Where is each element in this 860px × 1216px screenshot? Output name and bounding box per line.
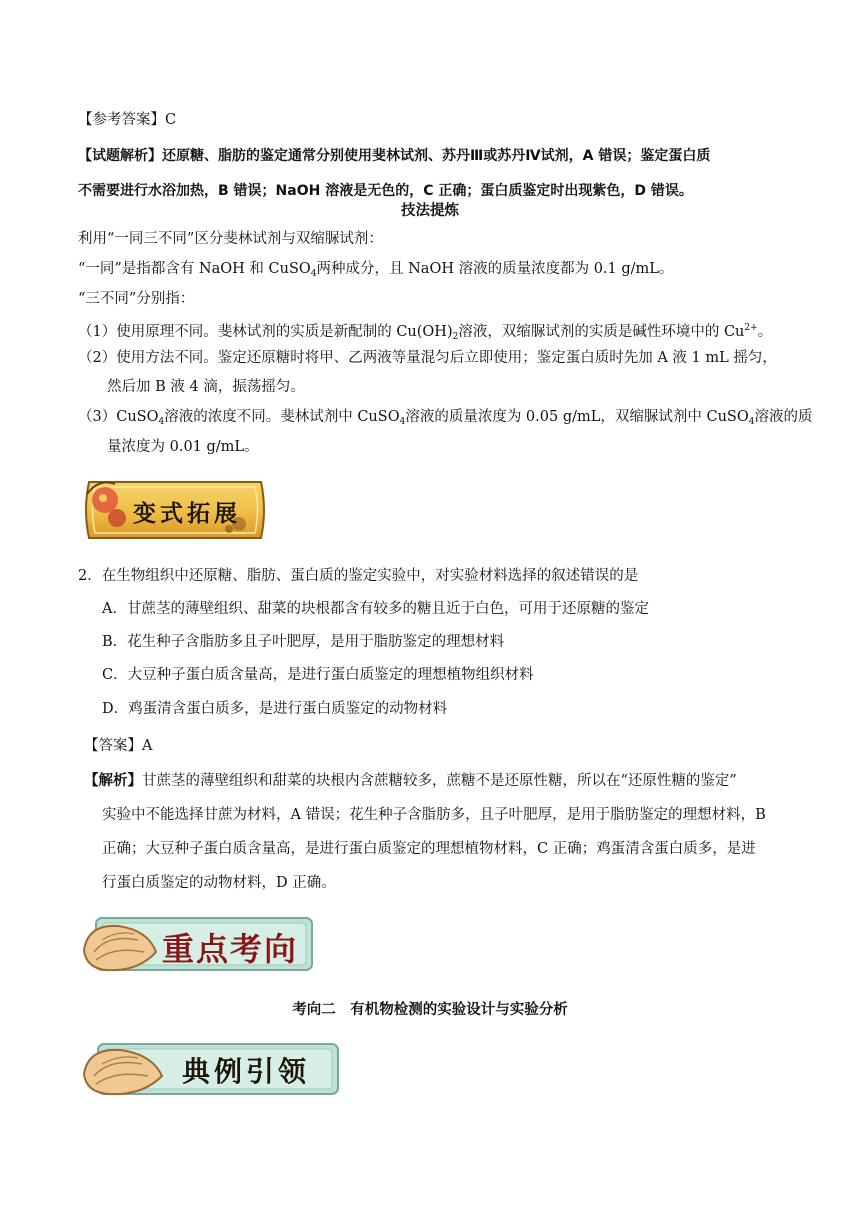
- explanation-label: 【解析】: [84, 772, 142, 789]
- analysis-line-2: 不需要进行水浴加热，B 错误；NaOH 溶液是无色的，C 正确；蛋白质鉴定时出现紫色，D 错误。: [78, 183, 693, 199]
- explanation-line-2: 实验中不能选择甘蔗为材料，A 错误；花生种子含脂肪多，且子叶肥厚，是用于脂肪鉴定的理想材料，B: [102, 807, 766, 823]
- explanation-line-4: 行蛋白质鉴定的动物材料，D 正确。: [102, 875, 336, 891]
- skills-title: 技法提炼: [401, 202, 459, 219]
- reference-answer: 【参考答案】C: [78, 112, 177, 128]
- example-banner-label: 典例引领: [182, 1055, 311, 1088]
- option-c: C．大豆种子蛋白质含量高，是进行蛋白质鉴定的理想植物组织材料: [102, 667, 534, 683]
- key-direction-banner-label: 重点考向: [162, 930, 299, 968]
- skills-three-diff: “三不同”分别指：: [78, 291, 195, 307]
- skills-point-2-line-2: 然后加 B 液 4 滴，振荡摇匀。: [107, 379, 305, 395]
- explanation-line-1: 【解析】甘蔗茎的薄壁组织和甜菜的块根内含蔗糖较多，蔗糖不是还原性糖，所以在“还原性糖的鉴定”: [84, 772, 737, 789]
- key-direction-banner: [78, 910, 318, 978]
- direction-title: 考向二 有机物检测的实验设计与实验分析: [292, 1001, 568, 1018]
- option-d: D．鸡蛋清含蛋白质多，是进行蛋白质鉴定的动物材料: [102, 701, 448, 717]
- variant-banner: [79, 474, 271, 546]
- question-stem: 2．在生物组织中还原糖、脂肪、蛋白质的鉴定实验中，对实验材料选择的叙述错误的是: [78, 568, 639, 584]
- skills-point-3-line-2: 量浓度为 0.01 g/mL。: [107, 439, 259, 455]
- analysis-line-1: 【试题解析】还原糖、脂肪的鉴定通常分别使用斐林试剂、苏丹Ⅲ或苏丹Ⅳ试剂，A 错误；鉴定蛋白质: [78, 148, 711, 164]
- option-b: B．花生种子含脂肪多且子叶肥厚，是用于脂肪鉴定的理想材料: [102, 634, 505, 650]
- skills-same: “一同”是指都含有 NaOH 和 CuSO$_4$两种成分，且 NaOH 溶液的质量浓度都为 0.1 g/mL。: [78, 261, 674, 279]
- skills-point-3-line-1: （3）CuSO$_4$溶液的浓度不同。斐林试剂中 CuSO$_4$溶液的质量浓度为 0.05 g/mL，双缩脲试剂中 CuSO$_4$溶液的质: [78, 409, 813, 427]
- option-a: A．甘蔗茎的薄壁组织、甜菜的块根都含有较多的糖且近于白色，可用于还原糖的鉴定: [102, 601, 649, 617]
- answer: 【答案】A: [84, 738, 153, 754]
- variant-banner-label: 变式拓展: [133, 500, 241, 527]
- skills-point-2-line-1: （2）使用方法不同。鉴定还原糖时将甲、乙两液等量混匀后立即使用；鉴定蛋白质时先加 A 液 1 mL 摇匀，: [78, 350, 777, 366]
- skills-point-1: （1）使用原理不同。斐林试剂的实质是新配制的 $Cu(OH)_2$溶液，双缩脲试剂的实质是碱性环境中的 $Cu^{2+}$。: [78, 323, 773, 342]
- example-banner: [78, 1036, 344, 1102]
- explanation-line-3: 正确；大豆种子蛋白质含量高，是进行蛋白质鉴定的理想植物材料，C 正确；鸡蛋清含蛋白质多，是进: [102, 841, 756, 857]
- skills-intro: 利用“一同三不同”区分斐林试剂与双缩脲试剂：: [78, 231, 383, 247]
